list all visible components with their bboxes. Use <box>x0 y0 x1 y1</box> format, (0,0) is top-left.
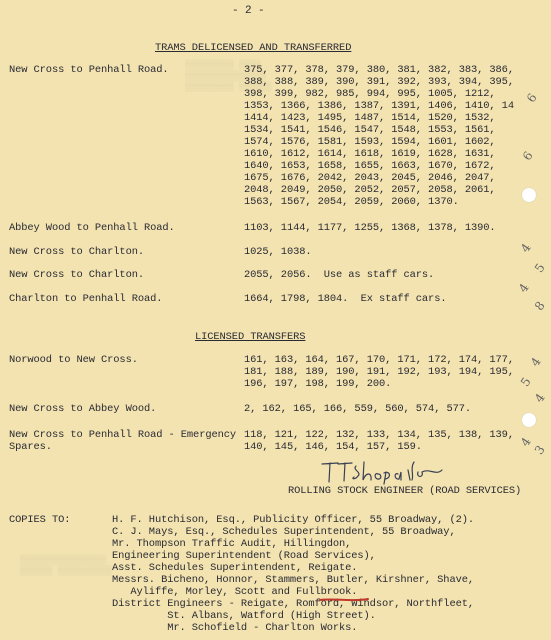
route-label: Norwood to New Cross. <box>9 354 138 366</box>
copies-recipient: Mr. Thompson Traffic Audit, Hillingdon, <box>112 538 352 550</box>
punch-hole-top <box>522 188 536 202</box>
copies-recipient: District Engineers - Reigate, Romford, Windsor, Northfleet, <box>112 598 474 610</box>
fleet-numbers-line: 1025, 1038. <box>244 246 312 258</box>
fleet-numbers-line: 2055, 2056. Use as staff cars. <box>244 269 435 281</box>
copies-recipient: C. J. Mays, Esq., Schedules Superintendent, 55 Broadway, <box>112 526 456 538</box>
route-label: New Cross to Penhall Road - Emergency <box>9 429 237 441</box>
route-label: New Cross to Abbey Wood. <box>9 403 157 415</box>
fleet-numbers-line: 398, 399, 982, 985, 994, 995, 1005, 1212, <box>244 88 496 100</box>
fleet-numbers-line: 140, 145, 146, 154, 157, 159. <box>244 441 422 453</box>
margin-tally: 8 <box>531 298 548 314</box>
copies-recipient: Messrs. Bicheno, Honnor, Stammers, Butler, Kirshner, Shave, <box>112 574 474 586</box>
fleet-numbers-line: 1610, 1612, 1614, 1618, 1619, 1628, 1631, <box>244 148 496 160</box>
copies-label: COPIES TO: <box>9 514 71 526</box>
route-label: Spares. <box>9 441 52 453</box>
handwritten-signature <box>318 458 448 486</box>
fleet-numbers-line: 196, 197, 198, 199, 200. <box>244 378 392 390</box>
copies-recipient: St. Albans, Watford (High Street). <box>112 610 376 622</box>
margin-tally: 6 <box>523 90 540 106</box>
fleet-numbers-line: 1574, 1576, 1581, 1593, 1594, 1601, 1602, <box>244 136 496 148</box>
margin-tally: 6 <box>519 148 536 164</box>
margin-tally: 4 <box>517 434 534 450</box>
bleed-through-text: ▒▒▒▒▒▒▒▒▒ ▒▒▒▒ ▒▒▒▒▒▒▒▒▒▒▒▒▒▒▒ ▒▒▒▒▒▒▒▒▒ ▒▒▒▒▒▒ <box>185 60 272 92</box>
fleet-numbers-line: 118, 121, 122, 132, 133, 134, 135, 138, 139, <box>244 429 514 441</box>
fleet-numbers-line: 1563, 1567, 2054, 2059, 2060, 1370. <box>244 196 459 208</box>
fleet-numbers-line: 375, 377, 378, 379, 380, 381, 382, 383, 386, <box>244 64 514 76</box>
delicensed-heading: TRAMS DELICENSED AND TRANSFERRED <box>155 42 352 54</box>
page-number: - 2 - <box>232 5 265 17</box>
route-label: Charlton to Penhall Road. <box>9 293 163 305</box>
fleet-numbers-line: 1640, 1653, 1658, 1655, 1663, 1670, 1672, <box>244 160 496 172</box>
copies-recipient: Engineering Superintendent (Road Services), <box>112 550 376 562</box>
fleet-numbers-line: 1353, 1366, 1386, 1387, 1391, 1406, 1410, 14 <box>244 100 514 112</box>
route-label: Abbey Wood to Penhall Road. <box>9 222 175 234</box>
signature-title: ROLLING STOCK ENGINEER (ROAD SERVICES) <box>288 485 522 497</box>
fleet-numbers-line: 181, 188, 189, 190, 191, 192, 193, 194, 195, <box>244 366 514 378</box>
licensed-heading: LICENSED TRANSFERS <box>195 331 306 343</box>
route-label: New Cross to Penhall Road. <box>9 64 169 76</box>
fleet-numbers-line: 1103, 1144, 1177, 1255, 1368, 1378, 1390. <box>244 222 496 234</box>
fleet-numbers-line: 1534, 1541, 1546, 1547, 1548, 1553, 1561, <box>244 124 496 136</box>
fleet-numbers-line: 2048, 2049, 2050, 2052, 2057, 2058, 2061, <box>244 184 496 196</box>
fleet-numbers-line: 1664, 1798, 1804. Ex staff cars. <box>244 293 447 305</box>
margin-tally: 4 <box>515 280 532 296</box>
red-underline-mark <box>318 597 370 603</box>
copies-recipient: H. F. Hutchison, Esq., Publicity Officer, 55 Broadway, (2). <box>112 514 474 526</box>
fleet-numbers-line: 388, 388, 389, 390, 391, 392, 393, 394, 395, <box>244 76 514 88</box>
fleet-numbers-line: 161, 163, 164, 167, 170, 171, 172, 174, 177, <box>244 354 514 366</box>
fleet-numbers-line: 1675, 1676, 2042, 2043, 2045, 2046, 2047, <box>244 172 496 184</box>
margin-tally: 4 <box>517 240 534 256</box>
margin-tally: 4 <box>527 354 544 370</box>
fleet-numbers-line: 2, 162, 165, 166, 559, 560, 574, 577. <box>244 403 472 415</box>
margin-tally: 5 <box>531 260 548 276</box>
margin-tally: 5 <box>517 374 534 390</box>
route-label: New Cross to Charlton. <box>9 246 144 258</box>
fleet-numbers-line: 1414, 1423, 1495, 1487, 1514, 1520, 1532, <box>244 112 496 124</box>
copies-recipient: Asst. Schedules Superintendent, Reigate. <box>112 562 358 574</box>
margin-tally: 4 <box>531 390 548 406</box>
copies-recipient: Mr. Schofield - Charlton Works. <box>112 622 358 634</box>
margin-tally: 3 <box>531 442 548 458</box>
bleed-through-text: ▒▒▒▒▒▒▒▒▒▒▒▒▒▒▒▒ ▒▒▒▒▒▒ ▒▒▒▒▒▒▒▒▒▒ <box>20 555 112 576</box>
copies-recipient: Ayliffe, Morley, Scott and Fullbrook. <box>112 586 358 598</box>
route-label: New Cross to Charlton. <box>9 269 144 281</box>
punch-hole-bottom <box>522 413 536 427</box>
